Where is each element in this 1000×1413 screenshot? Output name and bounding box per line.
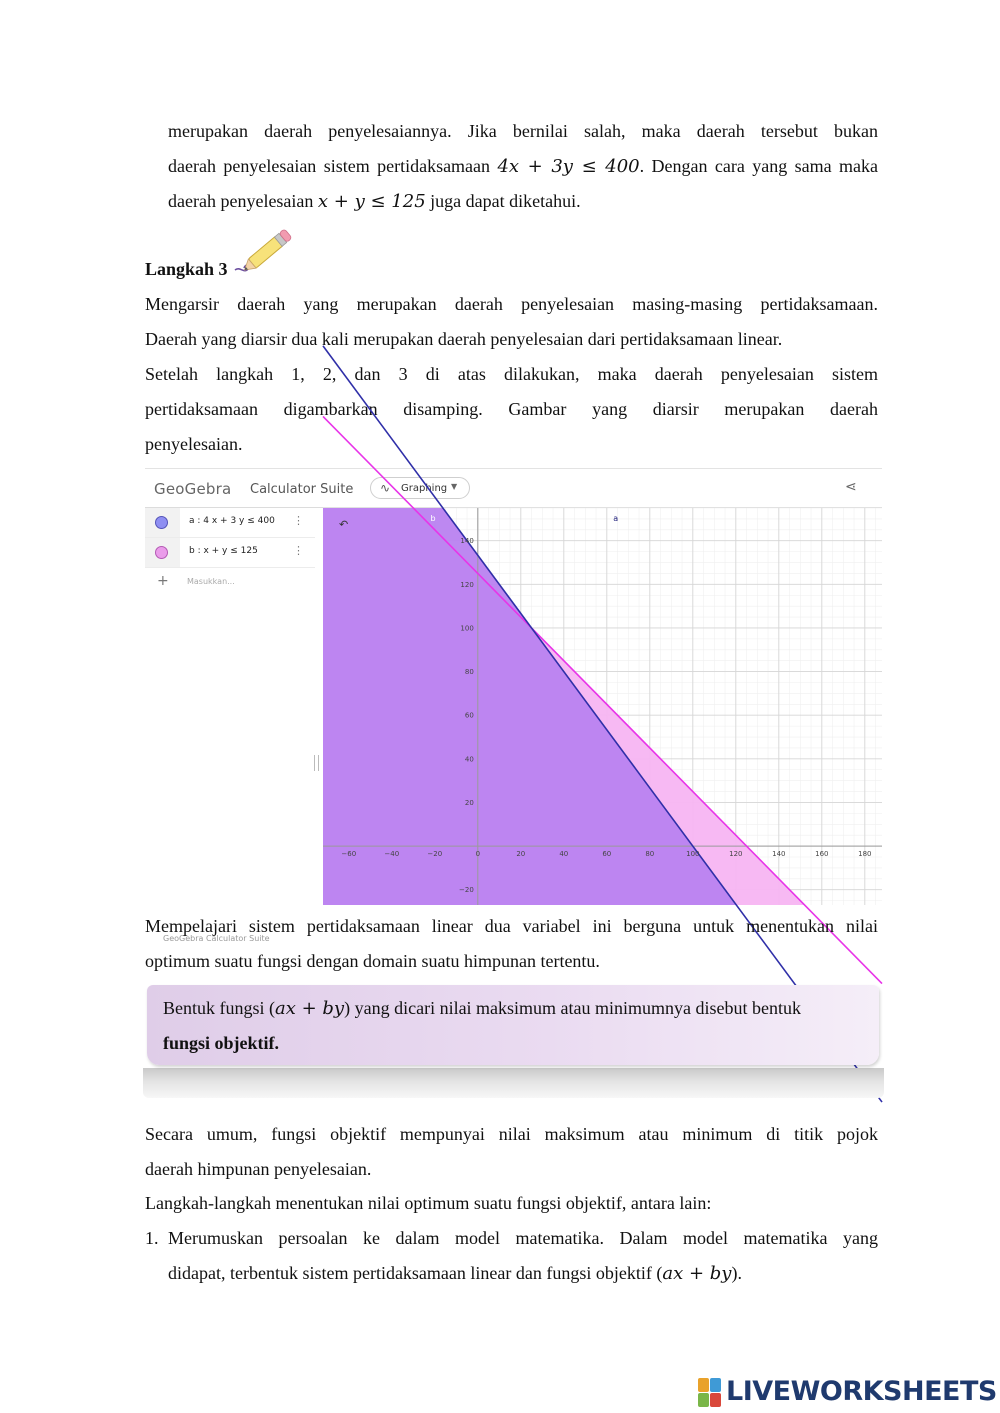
list-item-number: 1. — [145, 1228, 159, 1248]
motivation-paragraph — [145, 909, 878, 979]
visibility-toggle-a[interactable] — [155, 516, 168, 529]
y-tick-label: 60 — [464, 711, 474, 720]
definition-text: Bentuk fungsi (ax + by) yang dicari nilai maksimum atau minimumnya disebut bentuk fungsi objektif. — [163, 998, 802, 1053]
general-line-1: Secara umum, fungsi objektif mempunyai nilai maksimum atau minimum di titik pojok — [145, 1124, 878, 1144]
x-tick-label: −40 — [384, 850, 400, 859]
pencil-icon — [232, 222, 298, 280]
expression-a[interactable]: a : 4 x + 3 y ≤ 400 — [189, 516, 275, 526]
x-tick-label: 140 — [772, 850, 786, 859]
general-paragraph — [145, 1117, 878, 1187]
step-heading: Langkah 3 — [145, 259, 228, 279]
intro-line-1: merupakan daerah penyelesaiannya. Jika bernilai salah, maka daerah tersebut bukan — [168, 121, 878, 141]
intro-line-3: daerah penyelesaian x + y ≤ 125 juga dapat diketahui. — [168, 191, 581, 212]
panel-resize-handle[interactable] — [314, 755, 319, 771]
y-tick-label: 20 — [464, 798, 474, 807]
shading-line-1: Mengarsir daerah yang merupakan daerah penyelesaian masing-masing pertidaksamaan. — [145, 294, 878, 314]
x-tick-label: 120 — [729, 850, 743, 859]
algebra-input[interactable]: Masukkan... — [187, 577, 235, 586]
motivation-line-1: Mempelajari sistem pertidaksamaan linear dua variabel ini berguna untuk menentukan nilai — [145, 916, 878, 936]
y-tick-label: 40 — [464, 755, 474, 764]
x-tick-label: 60 — [602, 850, 612, 859]
expression-b[interactable]: b : x + y ≤ 125 — [189, 546, 258, 556]
geogebra-logo: GeoGebra — [154, 480, 232, 498]
liveworksheets-badge-icon — [698, 1378, 722, 1408]
plus-icon[interactable]: + — [157, 573, 169, 589]
after-paragraph — [145, 357, 878, 462]
after-line-3: penyelesaian. — [145, 434, 243, 454]
motivation-line-2: optimum suatu fungsi dengan domain suatu himpunan tertentu. — [145, 951, 600, 971]
list-item — [168, 1221, 878, 1291]
chevron-down-icon: ▼ — [451, 482, 458, 491]
y-tick-label: 80 — [464, 668, 474, 677]
shading-line-2: Daerah yang diarsir dua kali merupakan daerah penyelesaian dari pertidaksamaan linear. — [145, 329, 783, 349]
algebra-input-row[interactable] — [145, 568, 315, 597]
x-tick-label: 160 — [815, 850, 829, 859]
y-tick-label: 120 — [460, 580, 474, 589]
definition-box-shadow — [143, 1068, 884, 1098]
calculator-suite-title: Calculator Suite — [250, 482, 354, 497]
steps-intro — [145, 1186, 878, 1221]
x-tick-label: 180 — [858, 850, 872, 859]
shading-paragraph — [145, 287, 878, 357]
x-tick-label: 80 — [645, 850, 655, 859]
objective-function-inline: ax + by — [662, 1263, 732, 1284]
list-item-line-1: Merumuskan persoalan ke dalam model matematika. Dalam model matematika yang — [168, 1228, 878, 1248]
geogebra-header — [145, 469, 882, 508]
x-tick-label: 0 — [475, 850, 481, 859]
line-label-b: b — [430, 514, 436, 524]
more-options-icon[interactable]: ⋮ — [293, 544, 304, 557]
general-line-2: daerah himpunan penyelesaian. — [145, 1159, 372, 1179]
x-tick-label: −20 — [427, 850, 443, 859]
intro-line-2: daerah penyelesaian sistem pertidaksamaan 4x + 3y ≤ 400. Dengan cara yang sama maka — [168, 156, 878, 177]
steps-intro-text: Langkah-langkah menentukan nilai optimum suatu fungsi objektif, antara lain: — [145, 1193, 712, 1213]
more-options-icon[interactable]: ⋮ — [293, 514, 304, 527]
x-tick-label: −60 — [341, 850, 357, 859]
objective-function-inline: ax + by — [275, 998, 345, 1019]
x-tick-label: 40 — [559, 850, 569, 859]
line-label-a: a — [613, 514, 619, 524]
y-tick-label: −20 — [459, 886, 474, 895]
graphing-mode-label: Graphing — [401, 483, 448, 494]
algebra-panel — [145, 508, 324, 943]
y-tick-label: 140 — [460, 537, 474, 546]
after-line-1: Setelah langkah 1, 2, dan 3 di atas dilakukan, maka daerah penyelesaian sistem — [145, 364, 878, 384]
definition-box — [147, 985, 879, 1065]
graphing-icon: ∿ — [380, 481, 391, 495]
share-icon[interactable]: ⋖ — [845, 479, 857, 495]
visibility-toggle-b[interactable] — [155, 546, 168, 559]
y-tick-label: 100 — [460, 624, 474, 633]
inequality-b-inline: x + y ≤ 125 — [317, 191, 426, 212]
geogebra-footer: GeoGebra Calculator Suite — [163, 934, 270, 943]
after-line-2: pertidaksamaan digambarkan disamping. Gambar yang diarsir merupakan daerah — [145, 399, 878, 419]
definition-term: fungsi objektif. — [163, 1033, 280, 1053]
intro-paragraph — [168, 114, 878, 219]
brand-name: LIVEWORKSHEETS — [726, 1376, 997, 1407]
list-item-line-2: didapat, terbentuk sistem pertidaksamaan linear dan fungsi objektif (ax + by). — [168, 1263, 742, 1284]
inequality-a-inline: 4x + 3y ≤ 400 — [497, 156, 640, 177]
x-tick-label: 100 — [686, 850, 700, 859]
undo-icon[interactable]: ↶ — [339, 518, 349, 531]
algebra-row-b[interactable] — [145, 538, 315, 568]
graphing-view[interactable] — [323, 508, 882, 905]
algebra-row-a[interactable] — [145, 508, 315, 538]
x-tick-label: 20 — [516, 850, 526, 859]
